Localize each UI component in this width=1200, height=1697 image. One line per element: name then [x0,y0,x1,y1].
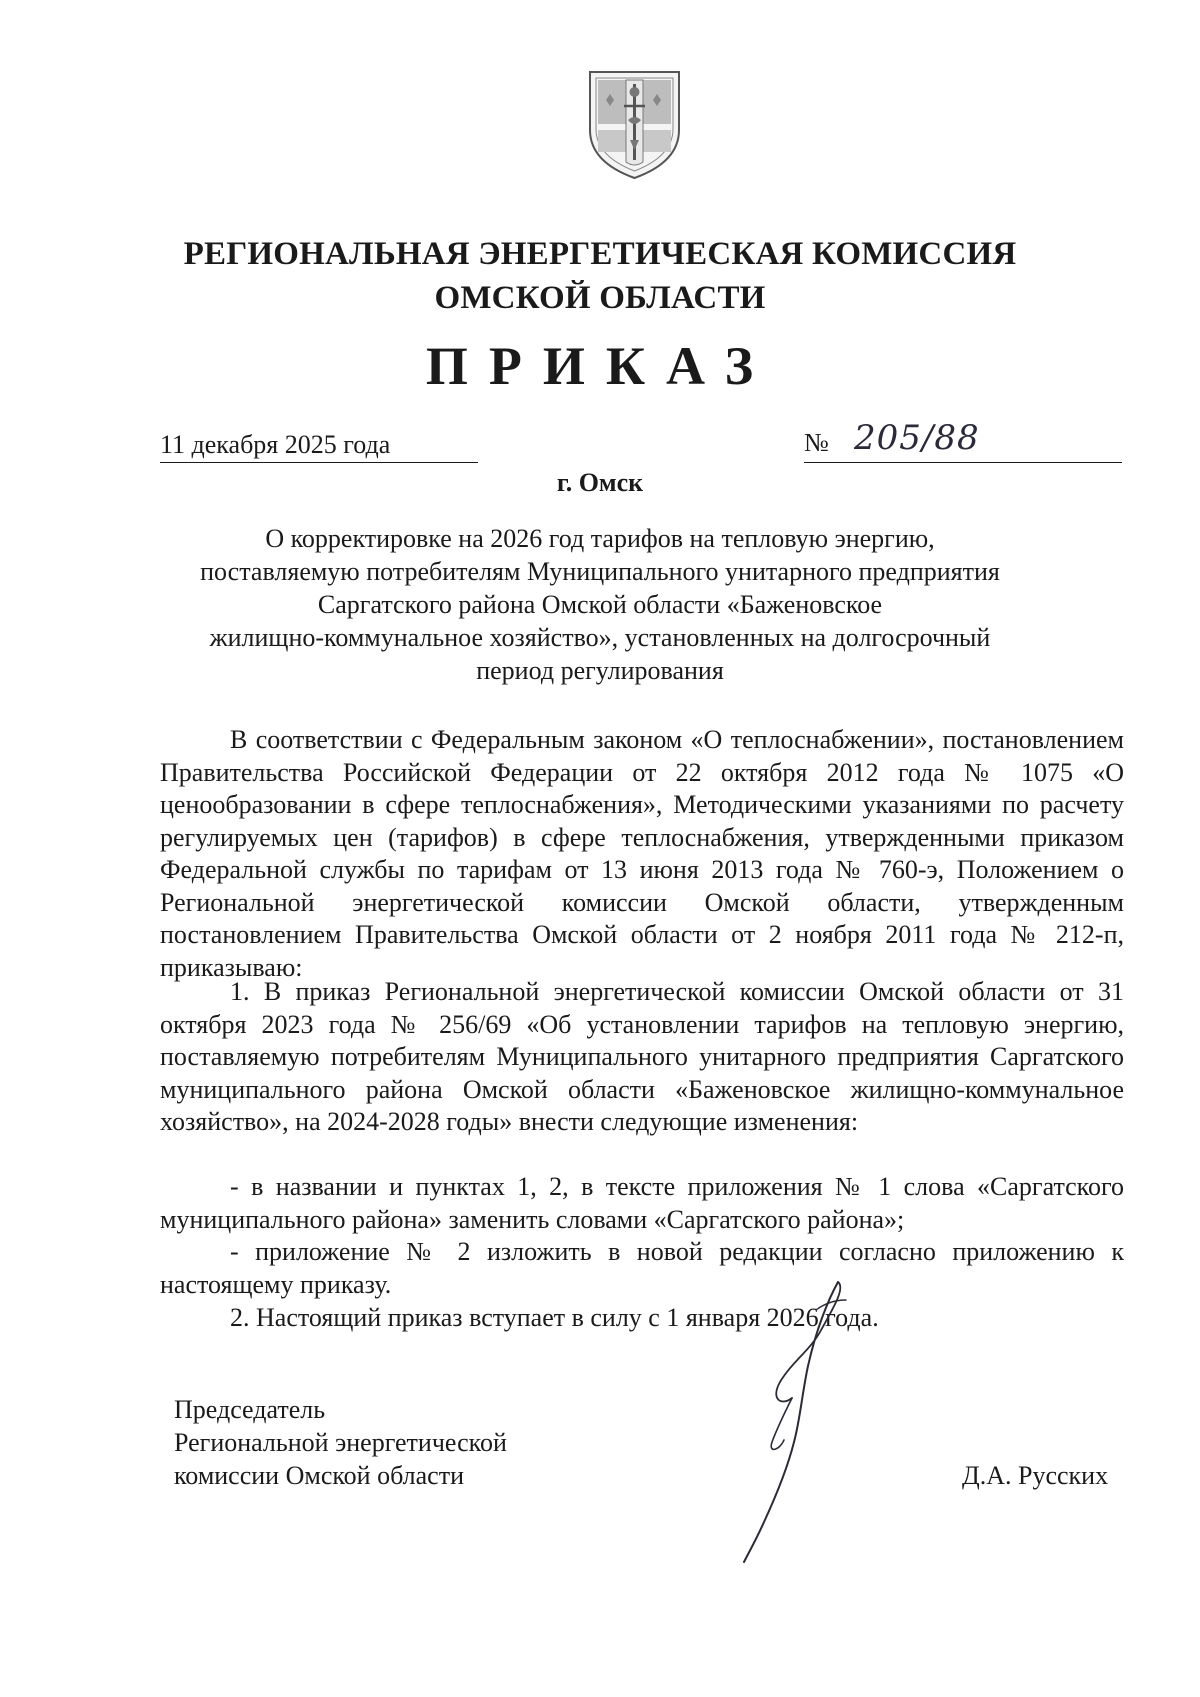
order-item-2: 2. Настоящий приказ вступает в силу с 1 января 2026 года. [230,1303,879,1332]
subject-line: Саргатского района Омской области «Баженовское [317,590,883,619]
number-sign: № [804,428,829,457]
document-date: 11 декабря 2025 года [160,428,478,463]
signer-title-line: Региональной энергетической [174,1428,507,1457]
order-item-1-subitem-2: - приложение № 2 изложить в новой редакции согласно приложению к настоящему приказу. [160,1237,1124,1299]
order-item-1-subitem-1: - в названии и пунктах 1, 2, в тексте приложения № 1 слова «Саргатского муниципального района» заменить словами «Саргатского района»; [160,1172,1124,1234]
document-number-field [804,418,1122,463]
subject-line: жилищно-коммунальное хозяйство», установленных на долгосрочный [209,623,991,652]
preamble-paragraph: В соответствии с Федеральным законом «О теплоснабжении», постановлением Правительства Российской Федерации от 22 октября 2012 года № 1075 «О ценообразовании в сфере теплоснабжения», Методическими указаниями по расчету регулируемых цен (тарифов) в сфере теплоснабжения, утвержденными приказом Федеральной службы по тарифам от 13 июня 2013 года № 760-э, Положением о Региональной энергетической комиссии Омской области, утвержденным постановлением Правительства Омской области от 2 ноября 2011 года № 212-п, приказываю: [160,725,1124,982]
signer-name: Д.А. Русских [962,1461,1109,1490]
signer-title-line: Председатель [174,1395,326,1424]
order-item-1: 1. В приказ Региональной энергетической комиссии Омской области от 31 октября 2023 года № 256/69 «Об установлении тарифов на тепловую энергию, поставляемую потребителям Муниципального унитарного предприятия Саргатского муниципального района Омской области «Баженовское жилищно-коммунальное хозяйство», на 2024-2028 годы» внести следующие изменения: [160,977,1124,1136]
organization-name-line1: РЕГИОНАЛЬНАЯ ЭНЕРГЕТИЧЕСКАЯ КОМИССИЯ [183,236,1017,272]
signer-title-line: комиссии Омской области [174,1461,464,1490]
document-city: г. Омск [556,468,644,497]
subject-line: период регулирования [476,656,724,685]
subject-line: О корректировке на 2026 год тарифов на тепловую энергию, [265,524,935,553]
subject-line: поставляемую потребителям Муниципального унитарного предприятия [200,557,1000,586]
organization-name-line2: ОМСКОЙ ОБЛАСТИ [434,280,766,316]
document-type-title: ПРИКАЗ [425,336,775,396]
document-subject [180,522,1020,687]
coat-of-arms-emblem [586,70,683,180]
signer-title-block [174,1393,507,1492]
handwritten-signature [720,1270,870,1570]
document-number: 205/88 [854,418,980,458]
